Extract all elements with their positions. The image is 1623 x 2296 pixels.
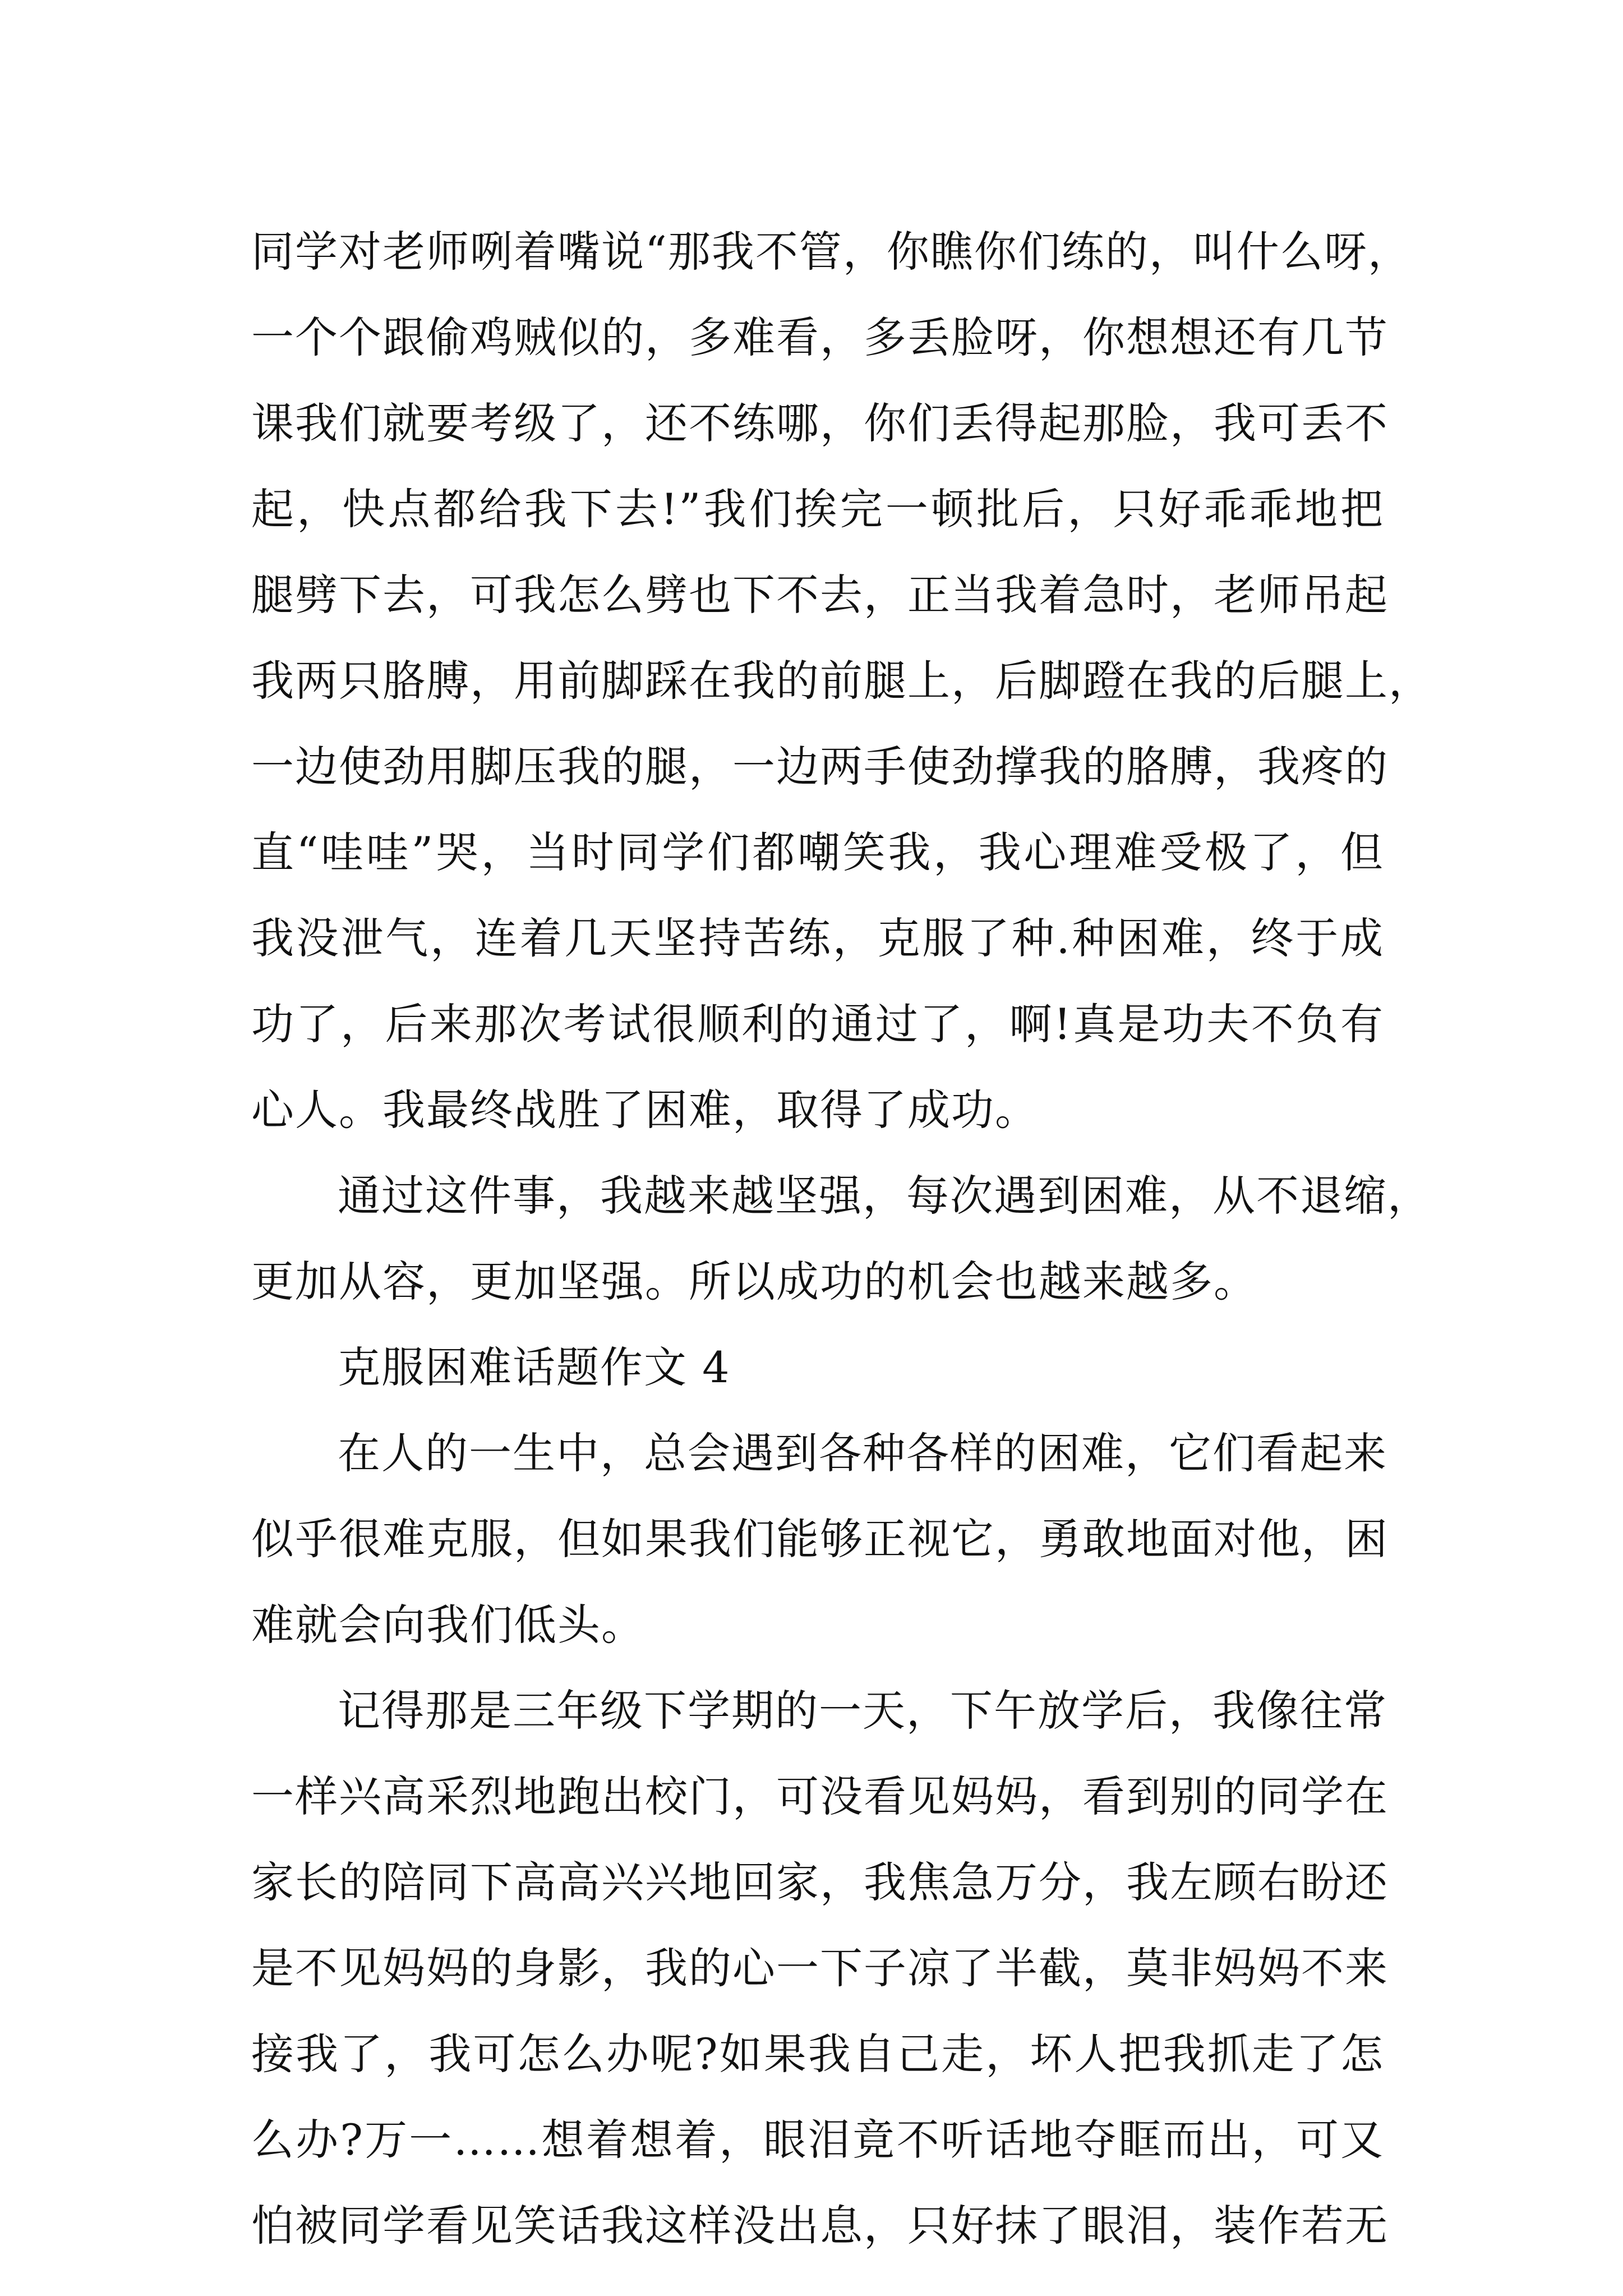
text-line: 怕被同学看见笑话我这样没出息，只好抹了眼泪，装作若无 <box>251 2201 1389 2251</box>
text-line: 么办?万一……想着想着，眼泪竟不听话地夺眶而出，可又 <box>251 2115 1384 2165</box>
text-line: 起，快点都给我下去!”我们挨完一顿批后，只好乖乖地把 <box>251 484 1384 534</box>
text-line: 课我们就要考级了，还不练哪，你们丢得起那脸，我可丢不 <box>251 398 1389 448</box>
text-line: 直“哇哇”哭，当时同学们都嘲笑我，我心理难受极了，但 <box>251 827 1384 877</box>
text-line: 心人。我最终战胜了困难，取得了成功。 <box>251 1085 1039 1135</box>
text-line: 似乎很难克服，但如果我们能够正视它，勇敢地面对他，困 <box>251 1514 1389 1564</box>
text-line: 接我了，我可怎么办呢?如果我自己走，坏人把我抓走了怎 <box>251 2029 1384 2079</box>
text-line: 更加从容，更加坚强。所以成功的机会也越来越多。 <box>251 1257 1257 1306</box>
text-line: 一个个跟偷鸡贼似的，多难看，多丢脸呀，你想想还有几节 <box>251 312 1389 362</box>
section-heading: 克服困难话题作文 4 <box>338 1342 731 1392</box>
text-line: 我两只胳膊，用前脚踩在我的前腿上，后脚蹬在我的后腿上， <box>251 656 1432 706</box>
text-line: 难就会向我们低头。 <box>251 1600 645 1650</box>
text-line: 腿劈下去，可我怎么劈也下不去，正当我着急时，老师吊起 <box>251 570 1389 620</box>
text-line: 一边使劲用脚压我的腿，一边两手使劲撑我的胳膊，我疼的 <box>251 742 1389 792</box>
text-line: 一样兴高采烈地跑出校门，可没看见妈妈，看到别的同学在 <box>251 1772 1389 1821</box>
paragraph-first-line: 记得那是三年级下学期的一天，下午放学后，我像往常 <box>338 1686 1387 1736</box>
text-line: 同学对老师咧着嘴说“那我不管，你瞧你们练的，叫什么呀， <box>251 227 1412 277</box>
paragraph-first-line: 在人的一生中，总会遇到各种各样的困难，它们看起来 <box>338 1428 1387 1478</box>
text-line: 是不见妈妈的身影，我的心一下子凉了半截，莫非妈妈不来 <box>251 1943 1389 1993</box>
text-line: 我没泄气，连着几天坚持苦练，克服了种.种困难，终于成 <box>251 913 1384 963</box>
text-line: 功了，后来那次考试很顺利的通过了，啊!真是功夫不负有 <box>251 999 1384 1049</box>
paragraph-first-line: 通过这件事，我越来越坚强，每次遇到困难，从不退缩， <box>338 1171 1431 1221</box>
text-line: 家长的陪同下高高兴兴地回家，我焦急万分，我左顾右盼还 <box>251 1857 1389 1907</box>
